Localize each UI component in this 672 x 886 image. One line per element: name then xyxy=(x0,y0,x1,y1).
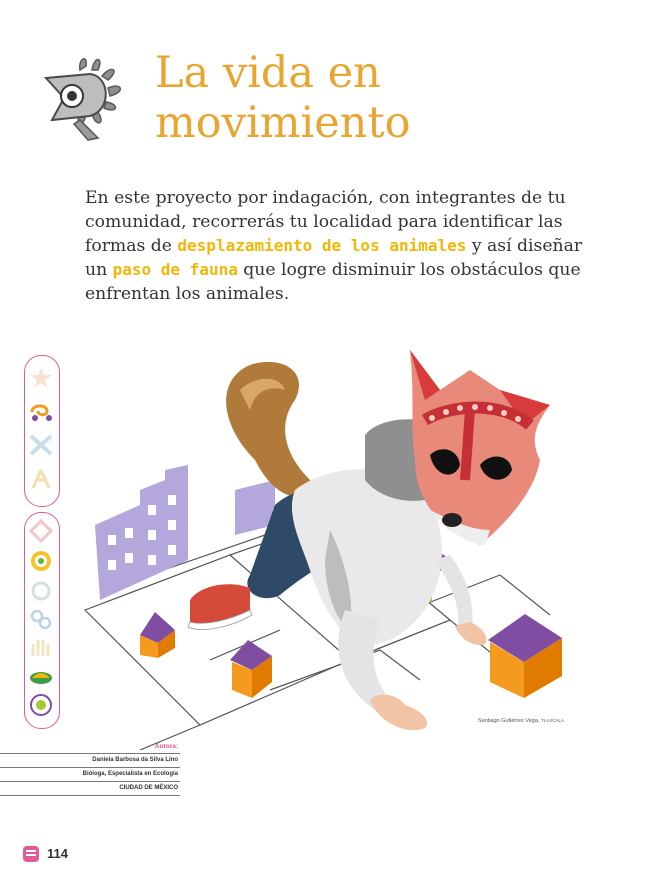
faded-links-icon xyxy=(27,606,55,632)
faded-star-icon xyxy=(27,365,55,391)
orange-spiral-icon xyxy=(27,398,55,424)
highlight-wildlife-crossing: paso de fauna xyxy=(112,260,238,279)
title-line-1: La vida en xyxy=(155,48,381,98)
author-role: Bióloga, Especialista en Ecología xyxy=(0,768,180,782)
illustrator-location: TLAXCALA xyxy=(541,718,565,723)
page-title xyxy=(155,48,595,148)
section-glyph-icon xyxy=(40,50,136,142)
faded-hand-icon xyxy=(27,634,55,660)
illustrator-name: Santiago Gutiérrez Vega, xyxy=(478,718,540,724)
target-circle-icon xyxy=(27,548,55,574)
child-fox-mask-illustration xyxy=(80,330,590,750)
intro-text-3: que logre disminuir los obstáculos que enfrentan los animales. xyxy=(85,260,581,304)
faded-diamond-icon xyxy=(27,518,55,544)
intro-paragraph xyxy=(85,186,595,306)
illustration-credit xyxy=(478,718,564,724)
highlight-animal-movement: desplazamiento de los animales xyxy=(177,236,467,255)
turtle-icon xyxy=(27,662,55,688)
title-line-2: movimiento xyxy=(155,98,411,148)
authors-heading: Autora: xyxy=(0,740,180,754)
faded-flower-icon xyxy=(27,578,55,604)
author-place: CIUDAD DE MÉXICO xyxy=(0,782,180,796)
faded-figure-icon xyxy=(27,466,55,492)
faded-cross-icon xyxy=(27,432,55,458)
intro-text-1: En este proyecto por indagación, con integrantes de tu comunidad, recorrerás tu localidad para identificar las formas de xyxy=(85,188,566,256)
intro-text-2: y así diseñar un xyxy=(85,236,583,280)
authors-block xyxy=(0,740,180,796)
page-marker-icon xyxy=(22,845,40,863)
author-name: Daniela Barbosa da Silva Lino xyxy=(0,754,180,768)
sun-flower-icon xyxy=(27,692,55,718)
page-number: 114 xyxy=(47,846,68,861)
